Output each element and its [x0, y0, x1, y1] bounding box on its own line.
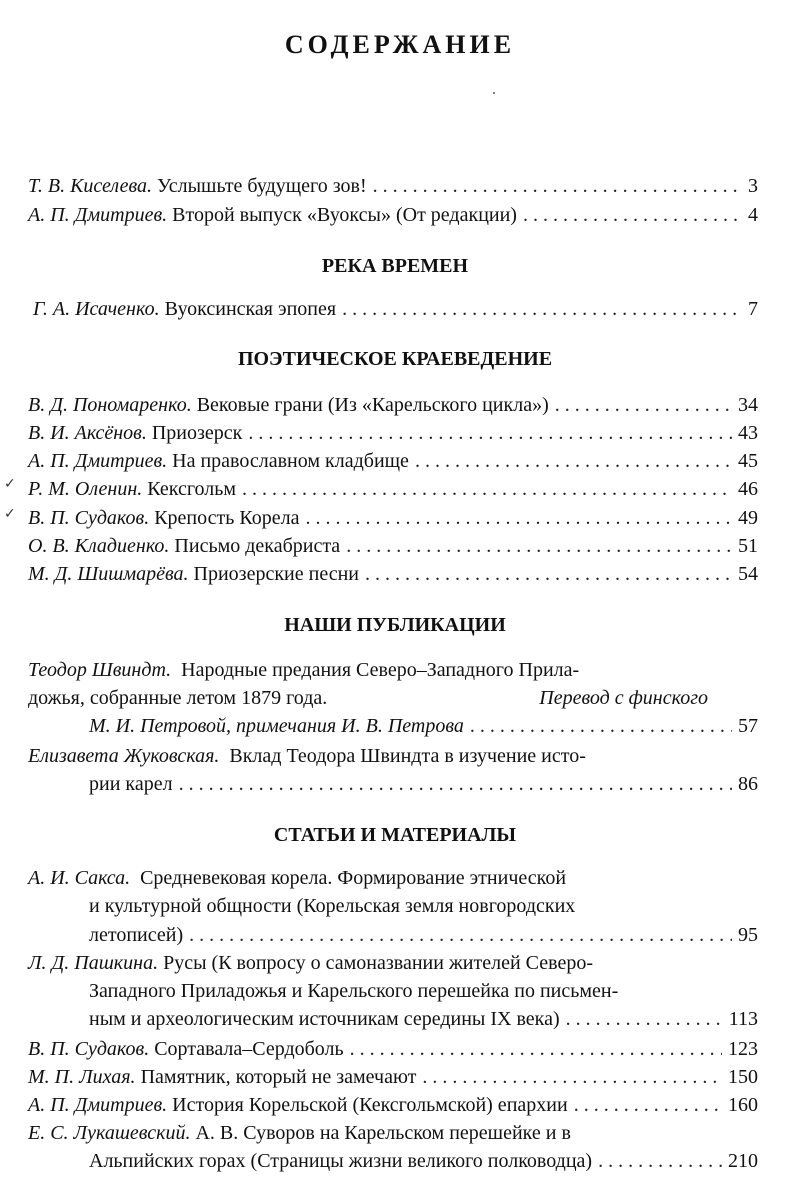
entry-author: Р. М. Оленин.	[28, 478, 143, 500]
entry-title: Письмо декабриста	[174, 535, 341, 557]
entry-author: А. И. Сакса.	[28, 867, 131, 889]
entry-author: В. П. Судаков.	[28, 1038, 150, 1060]
toc-entry[interactable]	[28, 391, 758, 419]
page-title: СОДЕРЖАНИЕ	[284, 30, 516, 59]
entry-page-number: 210	[728, 1150, 758, 1172]
leader-dots	[470, 712, 732, 740]
entry-page-number: 86	[738, 773, 758, 795]
entry-title: А. В. Суворов на Карельском перешейке и в	[195, 1122, 571, 1144]
entry-line	[28, 656, 708, 684]
toc-entry[interactable]	[28, 447, 758, 475]
entry-author: Теодор Швиндт.	[28, 659, 172, 681]
entry-author: А. П. Дмитриев.	[28, 1094, 168, 1116]
entry-author: В. И. Аксёнов.	[28, 422, 147, 444]
entry-line	[89, 770, 758, 798]
entry-title: дожья, собранные летом 1879 года.	[28, 687, 328, 709]
entry-page-number: 45	[738, 450, 758, 472]
entry-author: Елизавета Жуковская.	[28, 745, 220, 767]
toc-entry[interactable]	[28, 172, 758, 200]
entry-author: М. П. Лихая.	[28, 1066, 136, 1088]
entry-title: Услышьте будущего зов!	[157, 175, 367, 197]
toc-entry[interactable]	[28, 201, 758, 229]
entry-page-number: 49	[738, 507, 758, 529]
entry-author: Л. Д. Пашкина.	[28, 952, 159, 974]
entry-author: В. П. Судаков.	[28, 507, 150, 529]
entry-page-number: 54	[738, 563, 758, 585]
entry-line	[28, 1119, 708, 1147]
leader-dots	[365, 560, 732, 588]
entry-title: Русы (К вопросу о самоназвании жителей Северо-	[163, 952, 593, 974]
entry-page-number: 113	[728, 1008, 758, 1030]
leader-dots	[566, 1005, 723, 1033]
entry-title: и культурной общности (Корельская земля новгородских	[89, 895, 576, 917]
entry-page-number: 7	[748, 298, 758, 320]
entry-page-number: 150	[728, 1066, 758, 1088]
entry-page-number: 43	[738, 422, 758, 444]
entry-title: Вклад Теодора Швиндта в изучение исто-	[229, 745, 586, 767]
leader-dots	[305, 504, 732, 532]
toc-entry[interactable]	[28, 1035, 758, 1063]
entry-line	[28, 949, 708, 977]
entry-author: В. Д. Пономаренко.	[28, 394, 192, 416]
entry-title: Приозерск	[151, 422, 243, 444]
entry-page-number: 51	[738, 535, 758, 557]
entry-title: летописей)	[89, 924, 184, 946]
entry-page-number: 57	[738, 715, 758, 737]
section-heading-articles: СТАТЬИ И МАТЕРИАЛЫ	[273, 824, 517, 846]
entry-title: Народные предания Северо–Западного Прила-	[181, 659, 580, 681]
toc-entry[interactable]	[33, 295, 758, 323]
leader-dots	[242, 475, 732, 503]
leader-dots	[350, 1035, 722, 1063]
entry-page-number: 123	[728, 1038, 758, 1060]
toc-entry[interactable]	[28, 532, 758, 560]
toc-entry[interactable]	[28, 1063, 758, 1091]
entry-author: Г. А. Исаченко.	[33, 298, 160, 320]
section-heading-publications: НАШИ ПУБЛИКАЦИИ	[284, 614, 506, 636]
leader-dots	[415, 447, 732, 475]
entry-line	[89, 921, 758, 949]
leader-dots	[342, 295, 742, 323]
pencil-check-mark: ✓	[4, 476, 16, 492]
entry-translation-note: Перевод с финского	[539, 687, 708, 709]
entry-title: На православном кладбище	[172, 450, 409, 472]
entry-title: Сортавала–Сердоболь	[154, 1038, 344, 1060]
pencil-check-mark: ✓	[4, 506, 16, 522]
toc-entry[interactable]	[28, 419, 758, 447]
entry-title: Вековые грани (Из «Карельского цикла»)	[196, 394, 549, 416]
toc-entry[interactable]	[28, 1091, 758, 1119]
entry-title: рии карел	[89, 773, 173, 795]
entry-line	[28, 742, 708, 770]
leader-dots	[189, 921, 732, 949]
entry-line	[28, 864, 708, 892]
leader-dots	[574, 1091, 722, 1119]
entry-page-number: 34	[738, 394, 758, 416]
toc-entry[interactable]	[28, 475, 758, 503]
entry-title: Кексгольм	[147, 478, 237, 500]
entry-page-number: 160	[728, 1094, 758, 1116]
entry-line	[89, 712, 758, 740]
leader-dots	[346, 532, 732, 560]
entry-title: Альпийских горах (Страницы жизни великого полководца)	[89, 1150, 593, 1172]
entry-author: М. Д. Шишмарёва.	[28, 563, 189, 585]
leader-dots	[248, 419, 732, 447]
entry-title: Памятник, который не замечают	[140, 1066, 417, 1088]
print-speck	[493, 92, 495, 94]
entry-author: А. П. Дмитриев.	[28, 450, 168, 472]
section-heading-poetry: ПОЭТИЧЕСКОЕ КРАЕВЕДЕНИЕ	[237, 348, 553, 370]
toc-entry[interactable]	[28, 504, 758, 532]
entry-title: Западного Приладожья и Карельского перешейка по письмен-	[89, 980, 619, 1002]
leader-dots	[373, 172, 742, 200]
entry-author: А. П. Дмитриев.	[28, 204, 168, 226]
entry-title: Вуоксинская эпопея	[164, 298, 337, 320]
leader-dots	[523, 201, 742, 229]
entry-line	[89, 1147, 758, 1175]
entry-page-number: 46	[738, 478, 758, 500]
entry-author: Е. С. Лукашевский.	[28, 1122, 191, 1144]
entry-line	[89, 1005, 758, 1033]
toc-entry[interactable]	[28, 560, 758, 588]
entry-title: История Корельской (Кексгольмской) епархии	[172, 1094, 568, 1116]
entry-line	[89, 892, 708, 920]
leader-dots	[422, 1063, 722, 1091]
entry-title: Средневековая корела. Формирование этнической	[140, 867, 567, 889]
entry-page-number: 3	[748, 175, 758, 197]
leader-dots	[598, 1147, 722, 1175]
entry-page-number: 95	[738, 924, 758, 946]
section-heading-reka: РЕКА ВРЕМЕН	[321, 255, 469, 277]
entry-author: О. В. Кладиенко.	[28, 535, 170, 557]
entry-title: Крепость Корела	[154, 507, 300, 529]
entry-translation-note: М. И. Петровой, примечания И. В. Петрова	[89, 715, 464, 737]
entry-author: Т. В. Киселева.	[28, 175, 152, 197]
entry-title: Приозерские песни	[193, 563, 359, 585]
entry-title: Второй выпуск «Вуоксы» (От редакции)	[172, 204, 517, 226]
entry-page-number: 4	[748, 204, 758, 226]
entry-title: ным и археологическим источникам середины IX века)	[89, 1008, 560, 1030]
leader-dots	[555, 391, 732, 419]
leader-dots	[179, 770, 732, 798]
entry-line	[89, 977, 708, 1005]
entry-line	[28, 684, 708, 712]
